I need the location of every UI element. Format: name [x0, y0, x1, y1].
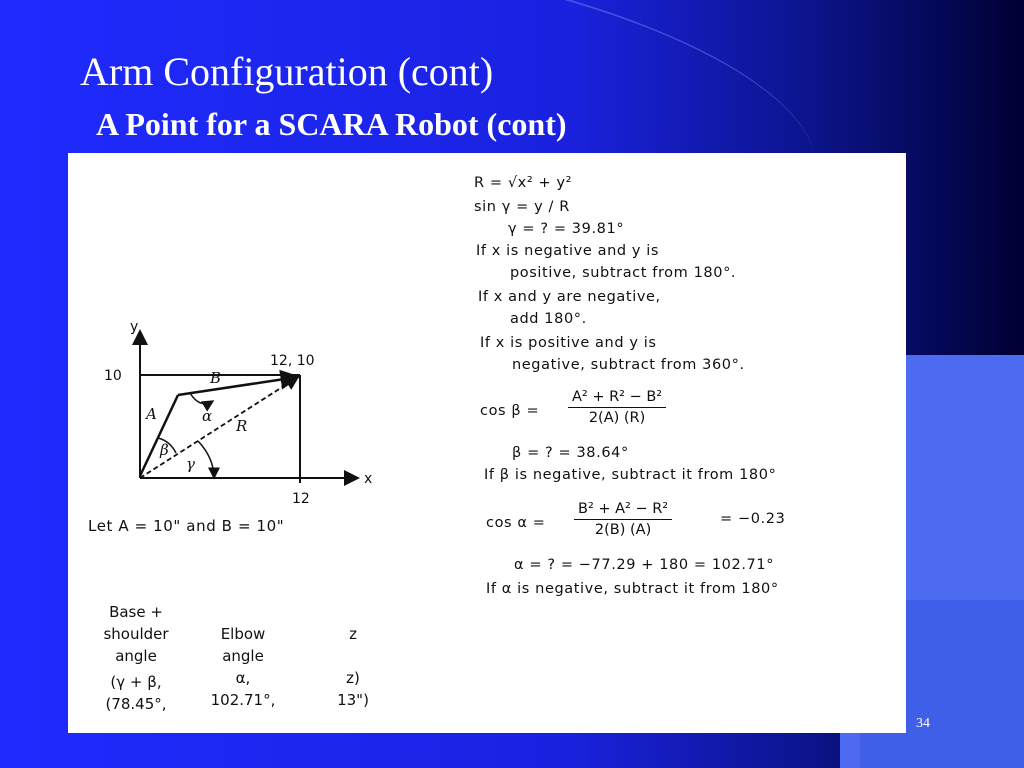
sin-gamma-equation: sin γ = y / R: [474, 199, 570, 215]
slide-title: Arm Configuration (cont): [80, 49, 494, 94]
alpha-label: α: [202, 407, 213, 425]
y-axis-label: y: [130, 319, 139, 335]
cos-alpha-denominator: 2(B) (A): [594, 522, 652, 538]
alpha-value: α = ? = −77.29 + 180 = 102.71°: [514, 557, 775, 573]
x-axis-label: x: [364, 471, 373, 487]
table-symbol-z: z): [346, 669, 360, 687]
rule3-line1: If x is positive and y is: [480, 335, 657, 351]
table-header-elbow: [198, 623, 288, 667]
cos-alpha-lhs: cos α =: [486, 515, 546, 531]
rule1-line1: If x is negative and y is: [476, 243, 660, 259]
cos-beta-numerator: A² + R² − B²: [568, 389, 666, 408]
table-symbol-elbow: α,: [235, 669, 251, 687]
link-b: [178, 377, 298, 395]
table-header-base-shoulder: [86, 601, 186, 667]
slide-subtitle: A Point for a SCARA Robot (cont): [96, 106, 567, 142]
table-value-base-shoulder: (78.45°,: [105, 695, 167, 713]
x-tick-label: 12: [292, 491, 310, 507]
cos-beta-denominator: 2(A) (R): [588, 410, 646, 426]
beta-label: β: [160, 441, 169, 459]
table-header-z: [330, 623, 376, 645]
beta-value: β = ? = 38.64°: [512, 445, 629, 461]
rule2-line2: add 180°.: [510, 311, 587, 327]
table-value-z: 13"): [337, 691, 369, 709]
table-value-elbow: 102.71°,: [210, 691, 276, 709]
cos-beta-fraction: [568, 389, 666, 426]
link-a-label: A: [146, 405, 157, 423]
scanned-figure: [68, 153, 906, 733]
rule3-line2: negative, subtract from 360°.: [512, 357, 745, 373]
cos-alpha-result: = −0.23: [720, 511, 786, 527]
table-header-text: z: [349, 625, 357, 643]
gamma-value: γ = ? = 39.81°: [508, 221, 625, 237]
y-tick-label: 10: [104, 368, 122, 384]
beta-rule: If β is negative, subtract it from 180°: [484, 467, 777, 483]
alpha-rule: If α is negative, subtract it from 180°: [486, 581, 779, 597]
table-header-text: Base + shoulder angle: [103, 603, 169, 665]
table-symbol-base-shoulder: (γ + β,: [110, 673, 162, 691]
alpha-arc: [190, 393, 213, 404]
gamma-arc: [198, 441, 214, 478]
page-number: 34: [916, 716, 930, 731]
gamma-label: γ: [186, 455, 195, 473]
cos-alpha-fraction: [574, 501, 672, 538]
table-header-text: Elbow angle: [220, 625, 266, 665]
rule2-line1: If x and y are negative,: [478, 289, 661, 305]
cos-alpha-numerator: B² + A² − R²: [574, 501, 672, 520]
link-b-label: B: [210, 369, 222, 387]
point-label: 12, 10: [270, 353, 315, 369]
r-equation: R = √x² + y²: [474, 175, 573, 191]
diagram-caption: Let A = 10" and B = 10": [88, 517, 285, 535]
cos-beta-lhs: cos β =: [480, 403, 540, 419]
radius-label: R: [236, 417, 248, 435]
rule1-line2: positive, subtract from 180°.: [510, 265, 737, 281]
